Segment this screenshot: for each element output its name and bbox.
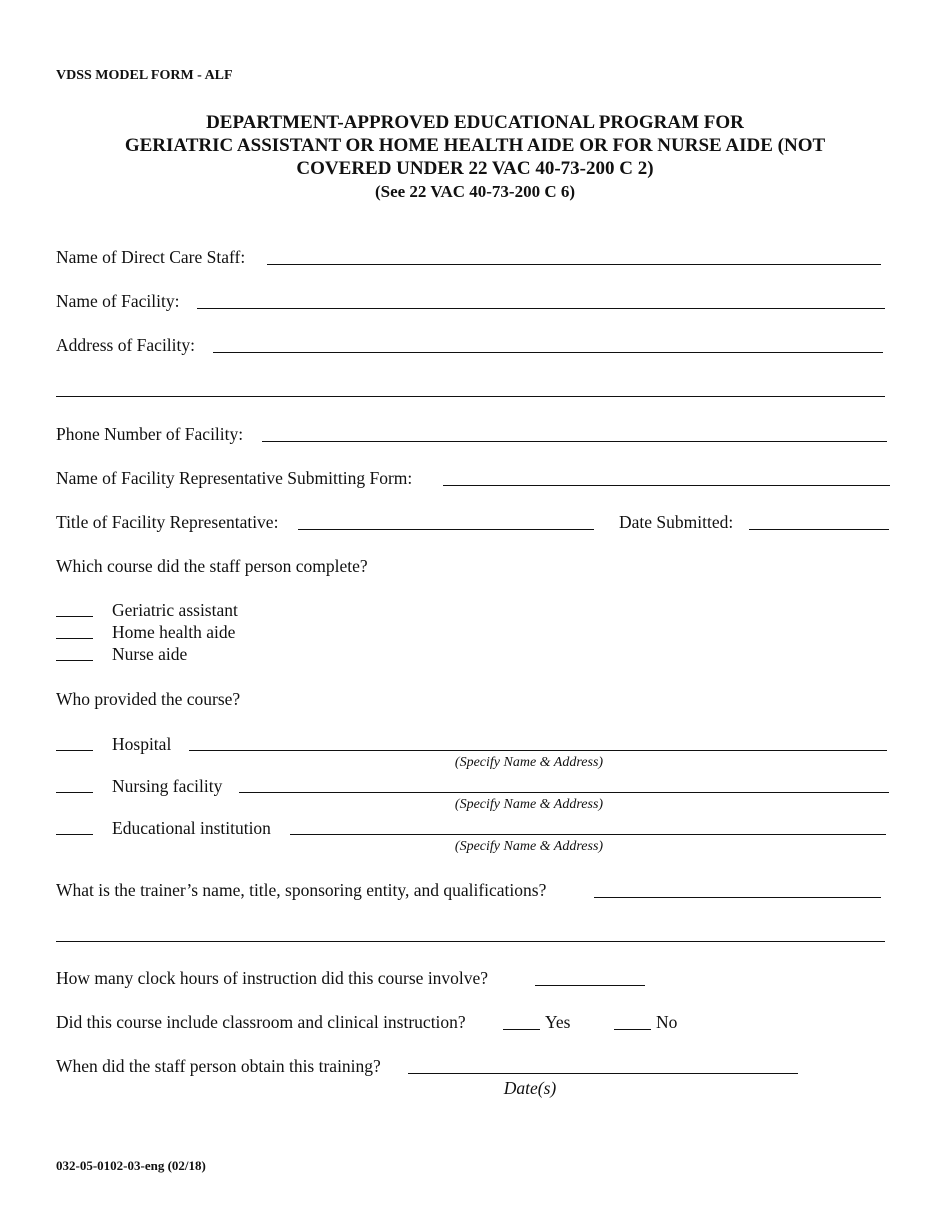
title-line-2: GERIATRIC ASSISTANT OR HOME HEALTH AIDE OR FOR NURSE AIDE (NOT [124, 135, 826, 156]
title-reference: (See 22 VAC 40-73-200 C 6) [374, 182, 576, 201]
date-hint: Date(s) [503, 1078, 557, 1098]
provider-checkbox-education[interactable] [56, 834, 93, 835]
form-label: VDSS MODEL FORM - ALF [56, 68, 233, 83]
provider-option-education: Educational institution [112, 818, 271, 838]
date-submitted-field[interactable] [749, 529, 889, 530]
course-checkbox-home-health[interactable] [56, 638, 93, 639]
trainer-field-line-2[interactable] [56, 941, 885, 942]
hospital-name-address-field[interactable] [189, 750, 887, 751]
provider-checkbox-hospital[interactable] [56, 750, 93, 751]
facility-address-label: Address of Facility: [56, 335, 196, 355]
facility-phone-field[interactable] [262, 441, 887, 442]
hours-field[interactable] [535, 985, 645, 986]
instruction-yes-checkbox[interactable] [503, 1029, 540, 1030]
training-date-field[interactable] [408, 1073, 798, 1074]
instruction-no-label: No [656, 1012, 678, 1032]
nursing-facility-name-address-field[interactable] [239, 792, 889, 793]
rep-title-label: Title of Facility Representative: [56, 512, 279, 532]
facility-address-field-line-2[interactable] [56, 396, 885, 397]
facility-address-field[interactable] [213, 352, 883, 353]
instruction-no-checkbox[interactable] [614, 1029, 651, 1030]
date-submitted-label: Date Submitted: [619, 512, 734, 532]
hours-question: How many clock hours of instruction did this course involve? [56, 968, 489, 988]
course-checkbox-geriatric[interactable] [56, 616, 93, 617]
provider-question: Who provided the course? [56, 689, 241, 709]
staff-name-field[interactable] [267, 264, 881, 265]
title-line-3: COVERED UNDER 22 VAC 40-73-200 C 2) [296, 158, 654, 179]
trainer-question: What is the trainer’s name, title, sponsoring entity, and qualifications? [56, 880, 547, 900]
specify-hint-nursing: (Specify Name & Address) [454, 797, 604, 812]
instruction-yes-label: Yes [545, 1012, 571, 1032]
rep-title-field[interactable] [298, 529, 594, 530]
provider-option-hospital: Hospital [112, 734, 172, 754]
provider-option-nursing: Nursing facility [112, 776, 223, 796]
facility-name-label: Name of Facility: [56, 291, 180, 311]
course-option-nurse: Nurse aide [112, 644, 188, 664]
trainer-field[interactable] [594, 897, 881, 898]
provider-checkbox-nursing[interactable] [56, 792, 93, 793]
training-date-question: When did the staff person obtain this training? [56, 1056, 381, 1076]
course-checkbox-nurse[interactable] [56, 660, 93, 661]
page-title [0, 111, 950, 203]
instruction-question: Did this course include classroom and clinical instruction? [56, 1012, 466, 1032]
title-line-1: DEPARTMENT-APPROVED EDUCATIONAL PROGRAM FOR [206, 112, 744, 133]
specify-hint-education: (Specify Name & Address) [454, 839, 604, 854]
course-option-home-health: Home health aide [112, 622, 236, 642]
specify-hint-hospital: (Specify Name & Address) [454, 755, 604, 770]
course-option-geriatric: Geriatric assistant [112, 600, 238, 620]
rep-name-label: Name of Facility Representative Submitting Form: [56, 468, 413, 488]
facility-phone-label: Phone Number of Facility: [56, 424, 244, 444]
facility-name-field[interactable] [197, 308, 885, 309]
educational-institution-name-address-field[interactable] [290, 834, 886, 835]
form-code: 032-05-0102-03-eng (02/18) [56, 1158, 206, 1173]
staff-name-label: Name of Direct Care Staff: [56, 247, 246, 267]
course-question: Which course did the staff person complete? [56, 556, 368, 576]
rep-name-field[interactable] [443, 485, 890, 486]
